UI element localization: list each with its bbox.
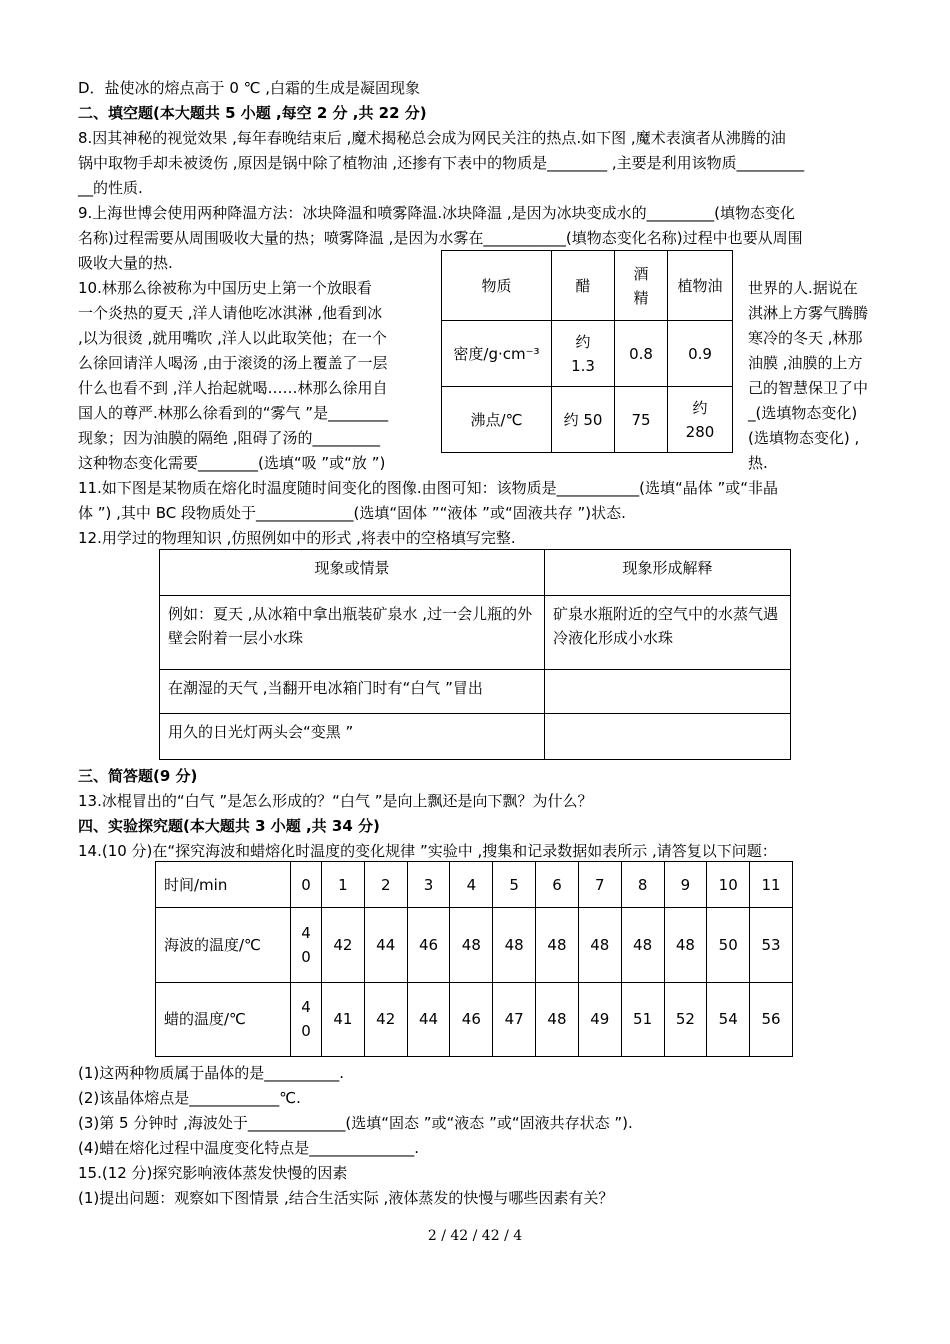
q10-right-1: 世界的人.据说在	[748, 279, 858, 297]
temp-cell: 53	[750, 908, 793, 982]
temp-cell: 7	[578, 862, 621, 908]
prop-cell: 约 280	[668, 387, 733, 453]
q10-left-6: 国人的尊严.林那么徐看到的“雾气 ”是________	[78, 404, 389, 422]
temp-cell: 46	[450, 982, 493, 1056]
prop-header-vinegar: 醋	[552, 251, 615, 321]
temp-cell: 48	[536, 982, 579, 1056]
prop-cell: 0.9	[668, 321, 733, 387]
section-4-heading: 四、实验探究题(本大题共 3 小题 ,共 34 分)	[78, 817, 380, 835]
temp-cell: 42	[364, 982, 407, 1056]
temp-row-label: 时间/min	[156, 862, 291, 908]
prop-cell: 约 1.3	[552, 321, 615, 387]
q10-right-5: 己的智慧保卫了中	[748, 379, 869, 397]
q11-line1: 11.如下图是某物质在熔化时温度随时间变化的图像.由图可知：该物质是___________(选填“晶体 ”或“非晶	[78, 479, 779, 497]
temp-cell: 0	[291, 862, 322, 908]
scene-answer-blank[interactable]	[545, 714, 791, 760]
temp-row-label: 海波的温度/℃	[156, 908, 291, 982]
option-d: D．盐使冰的熔点高于 0 ℃ ,白霜的生成是凝固现象	[78, 79, 421, 97]
temp-cell: 48	[493, 908, 536, 982]
q10-right-8: 热.	[748, 454, 768, 472]
temp-cell: 56	[750, 982, 793, 1056]
q8-line3: __的性质.	[78, 179, 143, 197]
temp-cell: 41	[322, 982, 365, 1056]
scene-table	[159, 549, 791, 760]
temp-cell: 10	[707, 862, 750, 908]
q10-left-4: 么徐回请洋人喝汤 ,由于滚烫的汤上覆盖了一层	[78, 354, 388, 372]
temp-cell: 3	[407, 862, 450, 908]
q15-sub1: (1)提出问题：观察如下图情景 ,结合生活实际 ,液体蒸发的快慢与哪些因素有关？	[78, 1189, 614, 1207]
temp-cell: 42	[322, 908, 365, 982]
q14-sub3: (3)第 5 分钟时 ,海波处于_____________(选填“固态 ”或“液态 ”或“固液共存状态 ”).	[78, 1114, 633, 1132]
q10-left-2: 一个炎热的夏天 ,洋人请他吃冰淇淋 ,他看到冰	[78, 304, 383, 322]
q10-left-8: 这种物态变化需要________(选填“吸 ”或“放 ”)	[78, 454, 386, 472]
temp-cell: 5	[493, 862, 536, 908]
temp-cell: 4 0	[291, 982, 322, 1056]
prop-cell: 沸点/℃	[442, 387, 552, 453]
prop-cell: 75	[615, 387, 668, 453]
temp-cell: 48	[664, 908, 707, 982]
q14-sub1: (1)这两种物质属于晶体的是__________.	[78, 1064, 345, 1082]
temp-cell: 54	[707, 982, 750, 1056]
temp-cell: 48	[578, 908, 621, 982]
temp-cell: 8	[621, 862, 664, 908]
scene-cell: 在潮湿的天气 ,当翻开电冰箱门时有“白气 ”冒出	[160, 670, 545, 714]
temp-cell: 1	[322, 862, 365, 908]
property-table	[441, 250, 733, 453]
q14-text: 14.(10 分)在“探究海波和蜡熔化时温度的变化规律 ”实验中 ,搜集和记录数据如表所示 ,请答复以下问题：	[78, 842, 777, 860]
prop-header-substance: 物质	[442, 251, 552, 321]
q13-text: 13.冰棍冒出的“白气 ”是怎么形成的？“白气 ”是向上飘还是向下飘？为什么？	[78, 792, 593, 810]
scene-answer-blank[interactable]	[545, 670, 791, 714]
scene-cell: 用久的日光灯两头会“变黑 ”	[160, 714, 545, 760]
scene-cell: 矿泉水瓶附近的空气中的水蒸气遇冷液化形成小水珠	[545, 596, 791, 670]
temp-cell: 47	[493, 982, 536, 1056]
q8-line2: 锅中取物手却未被烫伤 ,原因是锅中除了植物油 ,还掺有下表中的物质是________ ,主要是利用该物质_________	[78, 154, 805, 172]
q10-left-7: 现象；因为油膜的隔绝 ,阻碍了汤的_________	[78, 429, 381, 447]
q10-left-1: 10.林那么徐被称为中国历史上第一个放眼看	[78, 279, 372, 297]
q15-title: 15.(12 分)探究影响液体蒸发快慢的因素	[78, 1164, 348, 1182]
q10-left-5: 什么也看不到 ,洋人抬起就喝……林那么徐用自	[78, 379, 388, 397]
section-3-heading: 三、简答题(9 分)	[78, 767, 198, 785]
temp-cell: 48	[536, 908, 579, 982]
q10-right-2: 淇淋上方雾气腾腾	[748, 304, 869, 322]
prop-header-alcohol: 酒 精	[615, 251, 668, 321]
temp-cell: 50	[707, 908, 750, 982]
temp-row-label: 蜡的温度/℃	[156, 982, 291, 1056]
q11-line2: 体 ”) ,其中 BC 段物质处于_____________(选填“固体 ”“液体 ”或“固液共存 ”)状态.	[78, 504, 626, 522]
q14-sub2: (2)该晶体熔点是____________℃.	[78, 1089, 301, 1107]
q14-sub4: (4)蜡在熔化过程中温度变化特点是______________.	[78, 1139, 420, 1157]
scene-header-phenomenon: 现象或情景	[160, 550, 545, 596]
temp-cell: 4 0	[291, 908, 322, 982]
section-2-heading: 二、填空题(本大题共 5 小题 ,每空 2 分 ,共 22 分)	[78, 104, 427, 122]
q10-right-4: 油膜 ,油膜的上方	[748, 354, 863, 372]
q9-line2: 名称)过程需要从周围吸收大量的热；喷雾降温 ,是因为水雾在___________(填物态变化名称)过程中也要从周围	[78, 229, 803, 247]
temp-cell: 4	[450, 862, 493, 908]
temperature-table	[155, 861, 793, 1057]
scene-cell: 例如：夏天 ,从冰箱中拿出瓶装矿泉水 ,过一会儿瓶的外壁会附着一层小水珠	[160, 596, 545, 670]
prop-cell: 约 50	[552, 387, 615, 453]
temp-cell: 2	[364, 862, 407, 908]
q10-right-7: (选填物态变化) ,	[748, 429, 860, 447]
prop-header-oil: 植物油	[668, 251, 733, 321]
q10-right-6: _(选填物态变化)	[748, 404, 858, 422]
temp-cell: 9	[664, 862, 707, 908]
q10-left-3: ,以为很烫 ,就用嘴吹 ,洋人以此取笑他；在一个	[78, 329, 387, 347]
q10-right-3: 寒冷的冬天 ,林那	[748, 329, 863, 347]
q8-line1: 8.因其神秘的视觉效果 ,每年春晚结束后 ,魔术揭秘总会成为网民关注的热点.如下图 ,魔术表演者从沸腾的油	[78, 129, 786, 147]
q9-line3: 吸收大量的热.	[78, 254, 173, 272]
temp-cell: 48	[450, 908, 493, 982]
temp-cell: 11	[750, 862, 793, 908]
q9-line1: 9.上海世博会使用两种降温方法：冰块降温和喷雾降温.冰块降温 ,是因为冰块变成水的_________(填物态变化	[78, 204, 795, 222]
temp-cell: 46	[407, 908, 450, 982]
temp-cell: 6	[536, 862, 579, 908]
temp-cell: 44	[407, 982, 450, 1056]
page-number: 2 / 42 / 42 / 4	[427, 1228, 523, 1244]
q12-prompt: 12.用学过的物理知识 ,仿照例如中的形式 ,将表中的空格填写完整.	[78, 529, 516, 547]
scene-header-explanation: 现象形成解释	[545, 550, 791, 596]
temp-cell: 51	[621, 982, 664, 1056]
temp-cell: 52	[664, 982, 707, 1056]
prop-cell: 密度/g·cm⁻³	[442, 321, 552, 387]
temp-cell: 48	[621, 908, 664, 982]
temp-cell: 49	[578, 982, 621, 1056]
temp-cell: 44	[364, 908, 407, 982]
prop-cell: 0.8	[615, 321, 668, 387]
